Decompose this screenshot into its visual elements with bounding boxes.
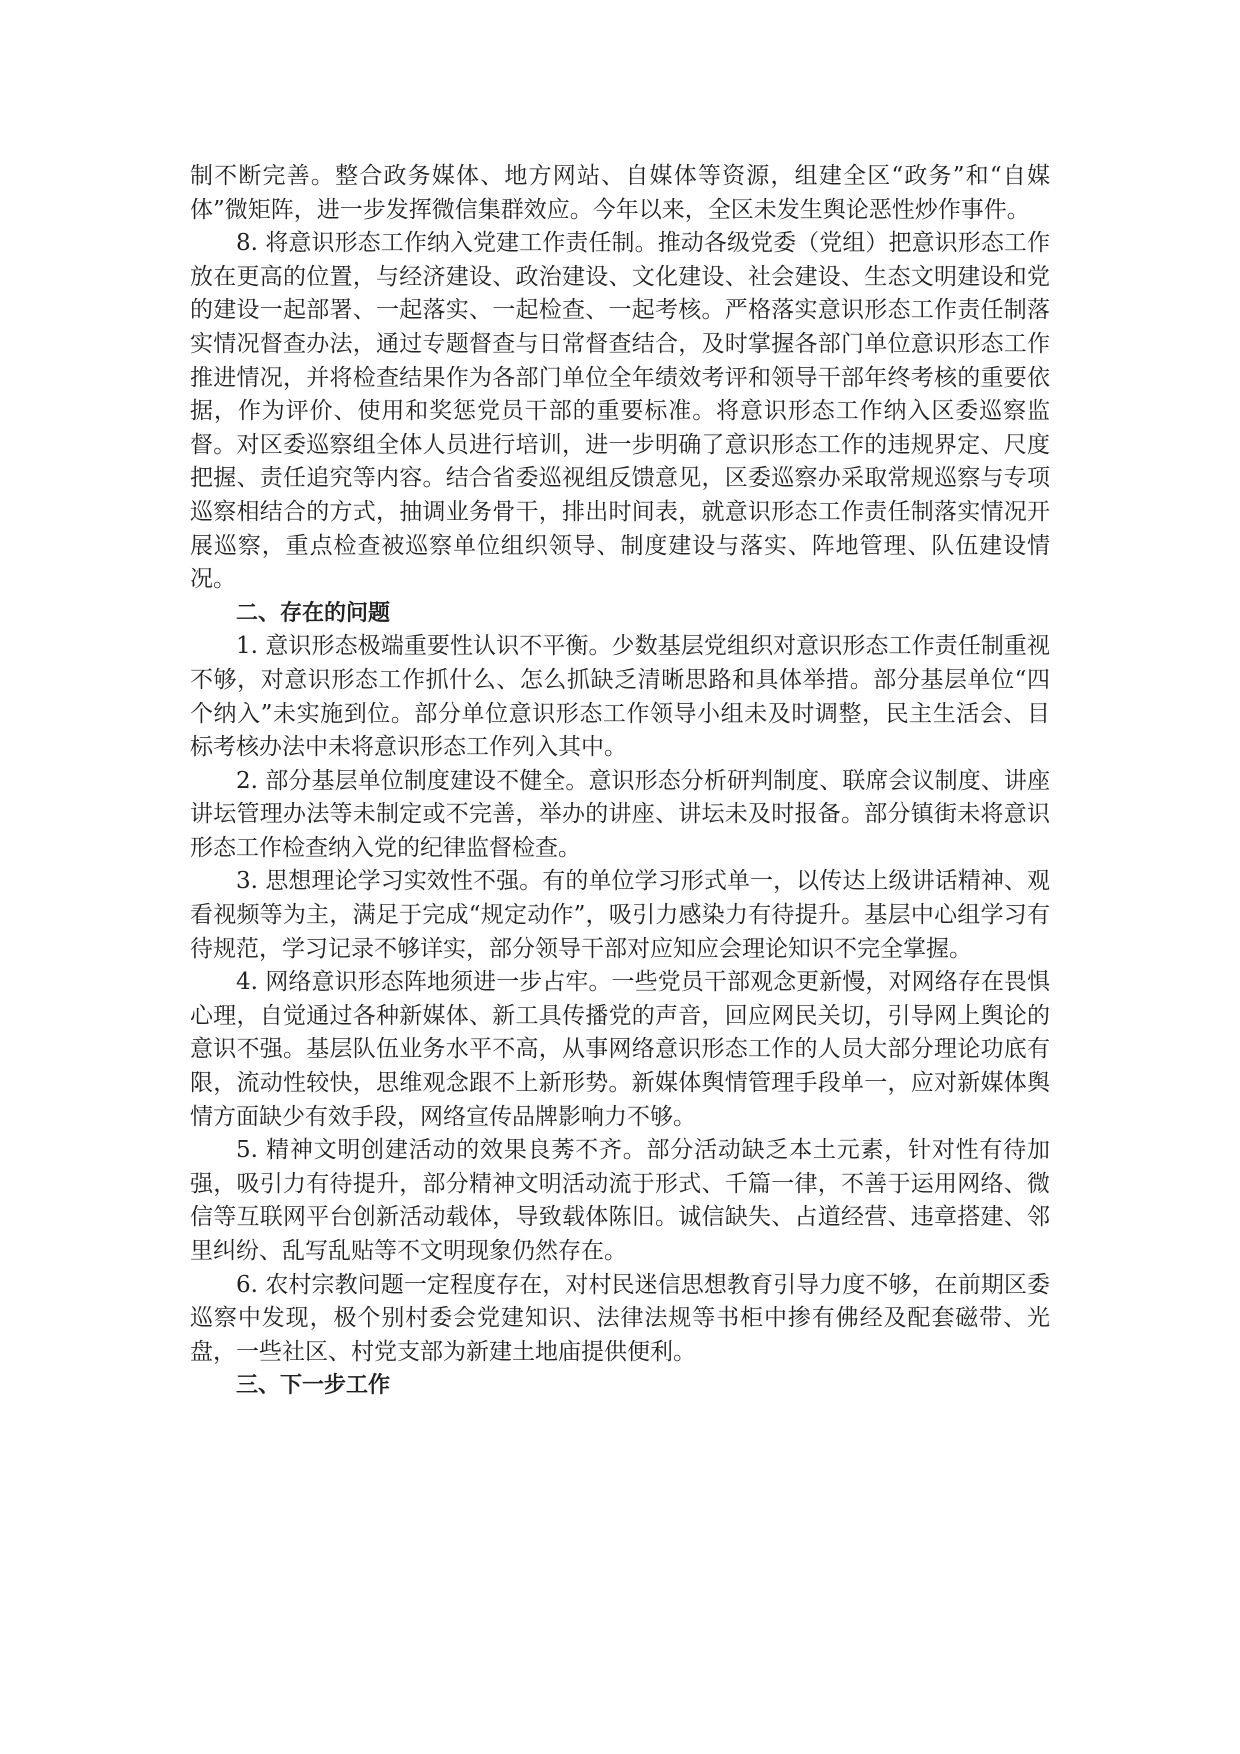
section-heading-problems: 二、存在的问题 bbox=[236, 600, 391, 626]
paragraph-problem-2: 2. 部分基层单位制度建设不健全。意识形态分析研判制度、联席会议制度、讲座讲坛管理办法等未制定或不完善，举办的讲座、讲坛未及时报备。部分镇街未将意识形态工作检查纳入党的纪律监督检查。 bbox=[190, 767, 1050, 861]
paragraph-problem-6: 6. 农村宗教问题一定程度存在，对村民迷信思想教育引导力度不够，在前期区委巡察中发现，极个别村委会党建知识、法律法规等书柜中掺有佛经及配套磁带、光盘，一些社区、村党支部为新建土地庙提供便利。 bbox=[190, 1271, 1050, 1365]
document-page bbox=[190, 160, 1050, 1403]
paragraph-problem-1: 1. 意识形态极端重要性认识不平衡。少数基层党组织对意识形态工作责任制重视不够，对意识形态工作抓什么、怎么抓缺乏清晰思路和具体举措。部分基层单位“四个纳入”未实施到位。部分单位意识形态工作领导小组未及时调整，民主生活会、目标考核办法中未将意识形态工作列入其中。 bbox=[190, 633, 1050, 761]
paragraph-item-8: 8. 将意识形态工作纳入党建工作责任制。推动各级党委（党组）把意识形态工作放在更高的位置，与经济建设、政治建设、文化建设、社会建设、生态文明建设和党的建设一起部署、一起落实、一起检查、一起考核。严格落实意识形态工作责任制落实情况督查办法，通过专题督查与日常督查结合，及时掌握各部门单位意识形态工作推进情况，并将检查结果作为各部门单位全年绩效考评和领导干部年终考核的重要依据，作为评价、使用和奖惩党员干部的重要标准。将意识形态工作纳入区委巡察监督。对区委巡察组全体人员进行培训，进一步明确了意识形态工作的违规界定、尺度把握、责任追究等内容。结合省委巡视组反馈意见，区委巡察办采取常规巡察与专项巡察相结合的方式，抽调业务骨干，排出时间表，就意识形态工作责任制落实情况开展巡察，重点检查被巡察单位组织领导、制度建设与落实、阵地管理、队伍建设情况。 bbox=[190, 230, 1050, 593]
paragraph-problem-3: 3. 思想理论学习实效性不强。有的单位学习形式单一，以传达上级讲话精神、观看视频等为主，满足于完成“规定动作”，吸引力感染力有待提升。基层中心组学习有待规范，学习记录不够详实，部分领导干部对应知应会理论知识不完全掌握。 bbox=[190, 868, 1050, 962]
paragraph-problem-4: 4. 网络意识形态阵地须进一步占牢。一些党员干部观念更新慢，对网络存在畏惧心理，自觉通过各种新媒体、新工具传播党的声音，回应网民关切，引导网上舆论的意识不强。基层队伍业务水平不高，从事网络意识形态工作的人员大部分理论功底有限，流动性较快，思维观念跟不上新形势。新媒体舆情管理手段单一，应对新媒体舆情方面缺少有效手段，网络宣传品牌影响力不够。 bbox=[190, 969, 1050, 1130]
section-heading-next-steps: 三、下一步工作 bbox=[236, 1373, 391, 1399]
paragraph-continued: 制不断完善。整合政务媒体、地方网站、自媒体等资源，组建全区“政务”和“自媒体”微矩阵，进一步发挥微信集群效应。今年以来，全区未发生舆论恶性炒作事件。 bbox=[190, 163, 1050, 223]
paragraph-problem-5: 5. 精神文明创建活动的效果良莠不齐。部分活动缺乏本土元素，针对性有待加强，吸引力有待提升，部分精神文明活动流于形式、千篇一律，不善于运用网络、微信等互联网平台创新活动载体，导致载体陈旧。诚信缺失、占道经营、违章搭建、邻里纠纷、乱写乱贴等不文明现象仍然存在。 bbox=[190, 1137, 1050, 1264]
